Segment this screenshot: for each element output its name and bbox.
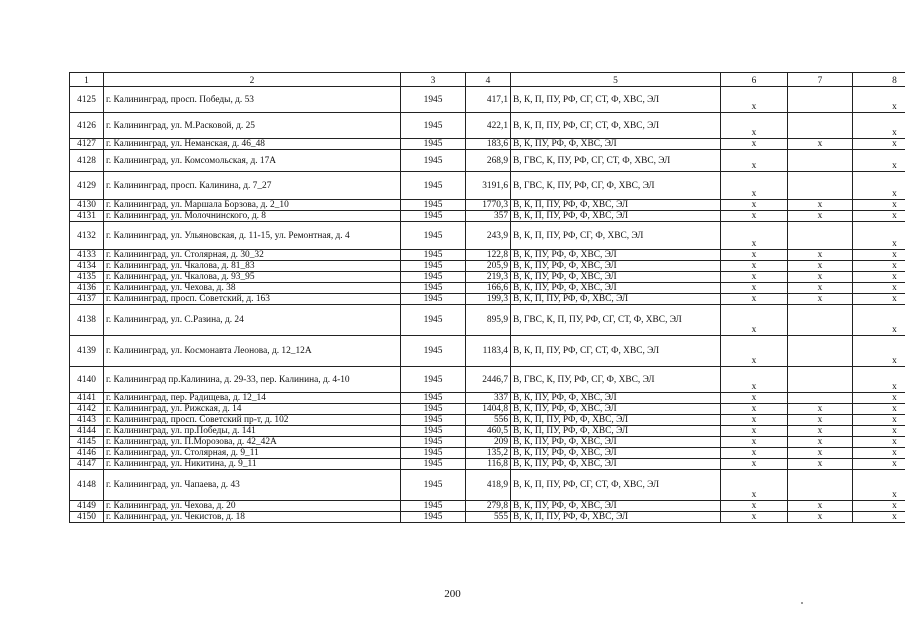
row-mark-col-6: х <box>721 261 788 272</box>
row-mark-col-7: х <box>788 261 853 272</box>
row-number: 4137 <box>70 294 104 305</box>
row-number: 4145 <box>70 437 104 448</box>
row-systems: В, К, ПУ, РФ, Ф, ХВС, ЭЛ <box>511 261 721 272</box>
row-address: г. Калининград, ул. Столярная, д. 9_11 <box>104 448 401 459</box>
row-number: 4140 <box>70 367 104 393</box>
row-mark-col-8: х <box>853 512 905 523</box>
row-year: 1945 <box>401 448 466 459</box>
row-address: г. Калининград, просп. Калинина, д. 7_27 <box>104 172 401 200</box>
row-systems: В, К, П, ПУ, РФ, СГ, СТ, Ф, ХВС, ЭЛ <box>511 470 721 501</box>
row-area: 219,3 <box>466 272 511 283</box>
row-mark-col-7: х <box>788 294 853 305</box>
row-number: 4139 <box>70 336 104 367</box>
row-area: 166,6 <box>466 283 511 294</box>
row-address: г. Калининград, пер. Радищева, д. 12_14 <box>104 393 401 404</box>
row-number: 4130 <box>70 200 104 211</box>
row-area: 3191,6 <box>466 172 511 200</box>
row-number: 4125 <box>70 87 104 113</box>
row-mark-col-8: х <box>853 150 905 172</box>
row-year: 1945 <box>401 305 466 336</box>
row-number: 4144 <box>70 426 104 437</box>
table-row <box>70 459 905 470</box>
row-address: г. Калининград, ул. Чехова, д. 20 <box>104 501 401 512</box>
row-number: 4143 <box>70 415 104 426</box>
row-systems: В, К, П, ПУ, РФ, Ф, ХВС, ЭЛ <box>511 211 721 222</box>
row-mark-col-6: х <box>721 172 788 200</box>
row-systems: В, К, ПУ, РФ, Ф, ХВС, ЭЛ <box>511 404 721 415</box>
row-systems: В, К, ПУ, РФ, Ф, ХВС, ЭЛ <box>511 501 721 512</box>
row-mark-col-6: х <box>721 437 788 448</box>
row-area: 199,3 <box>466 294 511 305</box>
row-mark-col-6: х <box>721 272 788 283</box>
table-row <box>70 426 905 437</box>
row-area: 555 <box>466 512 511 523</box>
row-systems: В, К, П, ПУ, РФ, Ф, ХВС, ЭЛ <box>511 415 721 426</box>
row-number: 4138 <box>70 305 104 336</box>
row-number: 4131 <box>70 211 104 222</box>
row-number: 4136 <box>70 283 104 294</box>
row-area: 357 <box>466 211 511 222</box>
row-mark-col-7: х <box>788 459 853 470</box>
row-systems: В, К, П, ПУ, РФ, СГ, Ф, ХВС, ЭЛ <box>511 222 721 250</box>
row-mark-col-8: х <box>853 470 905 501</box>
row-systems: В, К, П, ПУ, РФ, Ф, ХВС, ЭЛ <box>511 294 721 305</box>
housing-table <box>69 72 905 523</box>
row-address: г. Калининград, ул. Рижская, д. 14 <box>104 404 401 415</box>
row-mark-col-7 <box>788 305 853 336</box>
row-number: 4127 <box>70 139 104 150</box>
row-year: 1945 <box>401 172 466 200</box>
row-year: 1945 <box>401 437 466 448</box>
row-address: г. Калининград, просп. Победы, д. 53 <box>104 87 401 113</box>
row-mark-col-8: х <box>853 294 905 305</box>
row-address: г. Калининград, ул. Чекистов, д. 18 <box>104 512 401 523</box>
row-mark-col-6: х <box>721 426 788 437</box>
row-area: 1183,4 <box>466 336 511 367</box>
row-year: 1945 <box>401 211 466 222</box>
row-year: 1945 <box>401 294 466 305</box>
row-number: 4147 <box>70 459 104 470</box>
row-year: 1945 <box>401 512 466 523</box>
table-row <box>70 393 905 404</box>
row-systems: В, К, ПУ, РФ, Ф, ХВС, ЭЛ <box>511 459 721 470</box>
row-systems: В, К, ПУ, РФ, Ф, ХВС, ЭЛ <box>511 250 721 261</box>
row-mark-col-7: х <box>788 404 853 415</box>
row-mark-col-7 <box>788 222 853 250</box>
table-row <box>70 250 905 261</box>
row-address: г. Калининград, ул. Ульяновская, д. 11-15, ул. Ремонтная, д. 4 <box>104 222 401 250</box>
row-area: 209 <box>466 437 511 448</box>
row-mark-col-6: х <box>721 113 788 139</box>
row-address: г. Калининград, ул. Молочнинского, д. 8 <box>104 211 401 222</box>
row-area: 417,1 <box>466 87 511 113</box>
row-mark-col-7: х <box>788 415 853 426</box>
row-mark-col-6: х <box>721 211 788 222</box>
header-col-8: 8 <box>853 73 905 87</box>
row-mark-col-8: х <box>853 250 905 261</box>
row-mark-col-6: х <box>721 250 788 261</box>
row-mark-col-6: х <box>721 139 788 150</box>
row-mark-col-6: х <box>721 367 788 393</box>
row-number: 4150 <box>70 512 104 523</box>
row-address: г. Калининград, ул. Чкалова, д. 93_95 <box>104 272 401 283</box>
row-address: г. Калининград, просп. Советский, д. 163 <box>104 294 401 305</box>
row-address: г. Калининград, просп. Советский пр-т, д. 102 <box>104 415 401 426</box>
row-address: г. Калининград, ул. Чапаева, д. 43 <box>104 470 401 501</box>
row-mark-col-8: х <box>853 336 905 367</box>
row-mark-col-7: х <box>788 211 853 222</box>
row-year: 1945 <box>401 113 466 139</box>
row-mark-col-7 <box>788 367 853 393</box>
row-number: 4133 <box>70 250 104 261</box>
row-number: 4146 <box>70 448 104 459</box>
row-mark-col-7 <box>788 150 853 172</box>
row-mark-col-7: х <box>788 426 853 437</box>
row-mark-col-8: х <box>853 305 905 336</box>
row-area: 1404,8 <box>466 404 511 415</box>
row-year: 1945 <box>401 150 466 172</box>
row-address: г. Калининград пр.Калинина, д. 29-33, пер. Калинина, д. 4-10 <box>104 367 401 393</box>
row-address: г. Калининград, ул. С.Разина, д. 24 <box>104 305 401 336</box>
row-systems: В, К, ПУ, РФ, Ф, ХВС, ЭЛ <box>511 283 721 294</box>
row-year: 1945 <box>401 283 466 294</box>
row-mark-col-6: х <box>721 393 788 404</box>
row-area: 205,9 <box>466 261 511 272</box>
row-mark-col-6: х <box>721 87 788 113</box>
row-area: 1770,3 <box>466 200 511 211</box>
row-year: 1945 <box>401 426 466 437</box>
row-systems: В, К, ПУ, РФ, Ф, ХВС, ЭЛ <box>511 139 721 150</box>
row-area: 116,8 <box>466 459 511 470</box>
row-systems: В, К, ПУ, РФ, Ф, ХВС, ЭЛ <box>511 448 721 459</box>
row-address: г. Калининград, ул. Маршала Борзова, д. 2_10 <box>104 200 401 211</box>
row-mark-col-7: х <box>788 448 853 459</box>
row-systems: В, К, П, ПУ, РФ, Ф, ХВС, ЭЛ <box>511 200 721 211</box>
row-mark-col-8: х <box>853 415 905 426</box>
row-year: 1945 <box>401 222 466 250</box>
row-mark-col-6: х <box>721 459 788 470</box>
row-mark-col-7 <box>788 470 853 501</box>
row-mark-col-6: х <box>721 200 788 211</box>
table-row <box>70 172 905 200</box>
row-mark-col-7: х <box>788 139 853 150</box>
row-number: 4129 <box>70 172 104 200</box>
row-systems: В, К, ПУ, РФ, Ф, ХВС, ЭЛ <box>511 393 721 404</box>
table-row <box>70 211 905 222</box>
row-mark-col-8: х <box>853 139 905 150</box>
table-row <box>70 113 905 139</box>
row-mark-col-7: х <box>788 512 853 523</box>
row-year: 1945 <box>401 139 466 150</box>
row-area: 279,8 <box>466 501 511 512</box>
row-number: 4142 <box>70 404 104 415</box>
row-year: 1945 <box>401 336 466 367</box>
row-address: г. Калининград, ул. Никитина, д. 9_11 <box>104 459 401 470</box>
row-mark-col-8: х <box>853 459 905 470</box>
row-area: 337 <box>466 393 511 404</box>
row-systems: В, К, П, ПУ, РФ, Ф, ХВС, ЭЛ <box>511 512 721 523</box>
row-address: г. Калининград, ул. Комсомольская, д. 17А <box>104 150 401 172</box>
row-mark-col-6: х <box>721 512 788 523</box>
row-mark-col-6: х <box>721 150 788 172</box>
row-mark-col-8: х <box>853 200 905 211</box>
row-mark-col-8: х <box>853 501 905 512</box>
row-mark-col-6: х <box>721 294 788 305</box>
row-systems: В, ГВС, К, П, ПУ, РФ, СГ, СТ, Ф, ХВС, ЭЛ <box>511 305 721 336</box>
row-mark-col-6: х <box>721 415 788 426</box>
row-mark-col-8: х <box>853 426 905 437</box>
row-systems: В, К, ПУ, РФ, Ф, ХВС, ЭЛ <box>511 272 721 283</box>
row-area: 183,6 <box>466 139 511 150</box>
row-year: 1945 <box>401 459 466 470</box>
row-mark-col-6: х <box>721 336 788 367</box>
row-year: 1945 <box>401 470 466 501</box>
row-mark-col-7: х <box>788 272 853 283</box>
table-row <box>70 470 905 501</box>
row-mark-col-8: х <box>853 261 905 272</box>
row-number: 4135 <box>70 272 104 283</box>
header-col-7: 7 <box>788 73 853 87</box>
row-number: 4126 <box>70 113 104 139</box>
row-number: 4141 <box>70 393 104 404</box>
row-mark-col-7 <box>788 172 853 200</box>
row-mark-col-8: х <box>853 404 905 415</box>
row-systems: В, К, П, ПУ, РФ, СГ, СТ, Ф, ХВС, ЭЛ <box>511 336 721 367</box>
row-year: 1945 <box>401 272 466 283</box>
row-address: г. Калининград, ул. Чехова, д. 38 <box>104 283 401 294</box>
row-mark-col-7: х <box>788 250 853 261</box>
row-number: 4134 <box>70 261 104 272</box>
header-col-4: 4 <box>466 73 511 87</box>
scan-speck <box>801 602 803 604</box>
row-number: 4132 <box>70 222 104 250</box>
table-row <box>70 501 905 512</box>
row-mark-col-7 <box>788 336 853 367</box>
row-area: 418,9 <box>466 470 511 501</box>
row-mark-col-7 <box>788 113 853 139</box>
row-year: 1945 <box>401 200 466 211</box>
row-area: 460,5 <box>466 426 511 437</box>
row-mark-col-6: х <box>721 222 788 250</box>
row-number: 4149 <box>70 501 104 512</box>
row-year: 1945 <box>401 261 466 272</box>
row-year: 1945 <box>401 393 466 404</box>
row-mark-col-6: х <box>721 305 788 336</box>
row-area: 122,8 <box>466 250 511 261</box>
table-row <box>70 294 905 305</box>
row-area: 2446,7 <box>466 367 511 393</box>
table-row <box>70 272 905 283</box>
row-mark-col-7 <box>788 87 853 113</box>
row-address: г. Калининград, ул. Чкалова, д. 81_83 <box>104 261 401 272</box>
row-mark-col-8: х <box>853 283 905 294</box>
row-systems: В, К, П, ПУ, РФ, СГ, СТ, Ф, ХВС, ЭЛ <box>511 113 721 139</box>
row-number: 4128 <box>70 150 104 172</box>
table-row <box>70 283 905 294</box>
table-header-row <box>70 73 905 87</box>
header-col-3: 3 <box>401 73 466 87</box>
row-year: 1945 <box>401 501 466 512</box>
row-mark-col-8: х <box>853 172 905 200</box>
row-area: 895,9 <box>466 305 511 336</box>
row-address: г. Калининград, ул. Столярная, д. 30_32 <box>104 250 401 261</box>
row-address: г. Калининград, ул. Неманская, д. 46_48 <box>104 139 401 150</box>
table-row <box>70 305 905 336</box>
row-year: 1945 <box>401 87 466 113</box>
row-mark-col-6: х <box>721 448 788 459</box>
table-row <box>70 336 905 367</box>
row-number: 4148 <box>70 470 104 501</box>
row-area: 268,9 <box>466 150 511 172</box>
table-row <box>70 200 905 211</box>
row-mark-col-8: х <box>853 367 905 393</box>
row-address: г. Калининград, ул. М.Расковой, д. 25 <box>104 113 401 139</box>
row-mark-col-7: х <box>788 501 853 512</box>
row-area: 243,9 <box>466 222 511 250</box>
row-mark-col-7: х <box>788 283 853 294</box>
table-row <box>70 150 905 172</box>
row-systems: В, К, П, ПУ, РФ, Ф, ХВС, ЭЛ <box>511 426 721 437</box>
row-mark-col-7: х <box>788 200 853 211</box>
row-address: г. Калининград, ул. пр.Победы, д. 141 <box>104 426 401 437</box>
row-mark-col-8: х <box>853 222 905 250</box>
row-mark-col-8: х <box>853 437 905 448</box>
row-systems: В, ГВС, К, ПУ, РФ, СГ, Ф, ХВС, ЭЛ <box>511 367 721 393</box>
header-col-5: 5 <box>511 73 721 87</box>
row-mark-col-8: х <box>853 211 905 222</box>
row-mark-col-8: х <box>853 87 905 113</box>
row-address: г. Калининград, ул. П.Морозова, д. 42_42А <box>104 437 401 448</box>
row-systems: В, К, П, ПУ, РФ, СГ, СТ, Ф, ХВС, ЭЛ <box>511 87 721 113</box>
row-area: 135,2 <box>466 448 511 459</box>
table-row <box>70 437 905 448</box>
table-row <box>70 415 905 426</box>
row-systems: В, ГВС, К, ПУ, РФ, СГ, Ф, ХВС, ЭЛ <box>511 172 721 200</box>
row-mark-col-8: х <box>853 448 905 459</box>
row-area: 422,1 <box>466 113 511 139</box>
row-mark-col-8: х <box>853 272 905 283</box>
row-mark-col-8: х <box>853 113 905 139</box>
row-systems: В, ГВС, К, ПУ, РФ, СГ, СТ, Ф, ХВС, ЭЛ <box>511 150 721 172</box>
table-row <box>70 139 905 150</box>
row-mark-col-6: х <box>721 501 788 512</box>
table-row <box>70 404 905 415</box>
row-mark-col-7: х <box>788 437 853 448</box>
row-year: 1945 <box>401 415 466 426</box>
header-col-2: 2 <box>104 73 401 87</box>
row-mark-col-6: х <box>721 404 788 415</box>
page-number: 200 <box>444 588 461 600</box>
row-address: г. Калининград, ул. Космонавта Леонова, д. 12_12А <box>104 336 401 367</box>
row-area: 556 <box>466 415 511 426</box>
row-mark-col-7 <box>788 393 853 404</box>
table-row <box>70 222 905 250</box>
table-row <box>70 512 905 523</box>
row-mark-col-8: х <box>853 393 905 404</box>
row-year: 1945 <box>401 367 466 393</box>
table-row <box>70 87 905 113</box>
row-systems: В, К, ПУ, РФ, Ф, ХВС, ЭЛ <box>511 437 721 448</box>
row-year: 1945 <box>401 250 466 261</box>
table-row <box>70 261 905 272</box>
header-col-6: 6 <box>721 73 788 87</box>
row-year: 1945 <box>401 404 466 415</box>
header-col-1: 1 <box>70 73 104 87</box>
row-mark-col-6: х <box>721 470 788 501</box>
table-row <box>70 367 905 393</box>
table-row <box>70 448 905 459</box>
row-mark-col-6: х <box>721 283 788 294</box>
